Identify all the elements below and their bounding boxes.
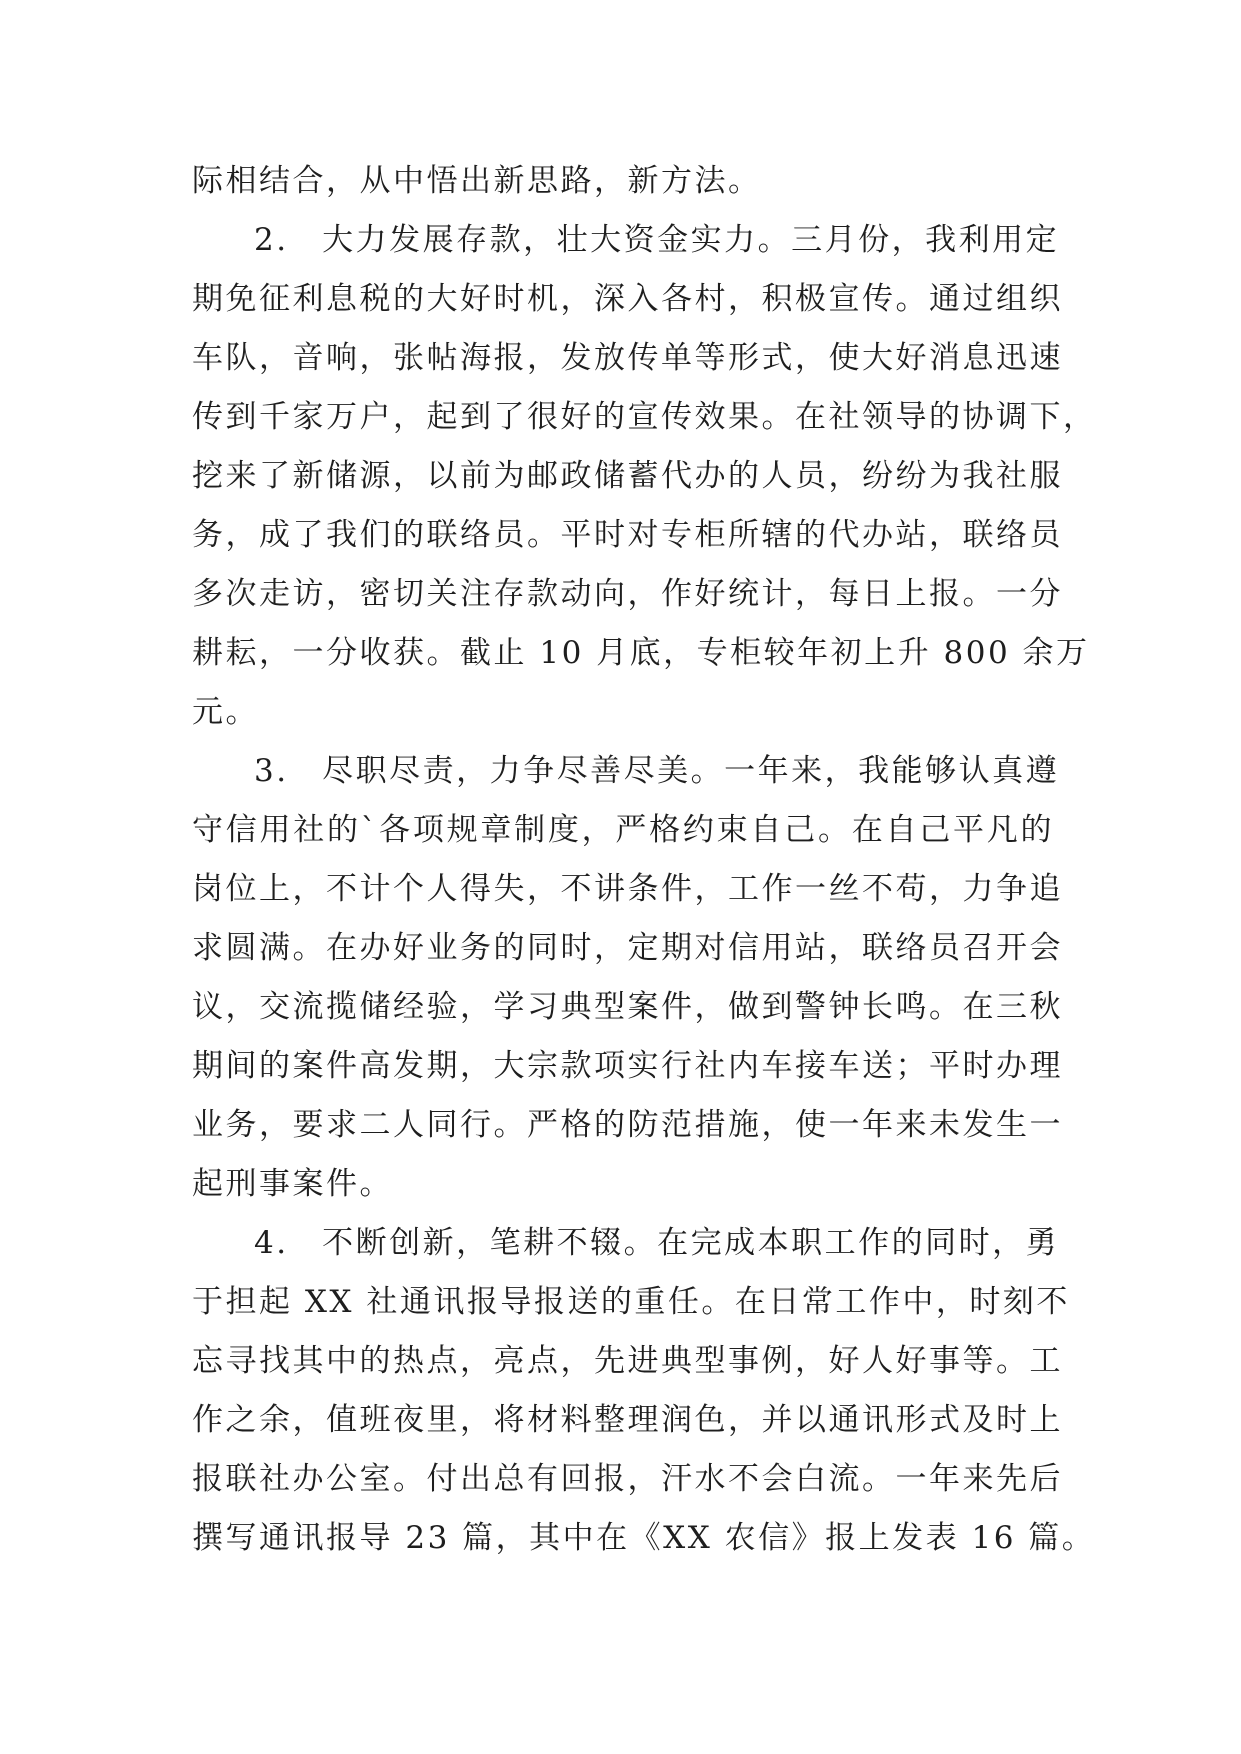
text-line: 作之余，值班夜里，将材料整理润色，并以通讯形式及时上	[192, 1402, 1063, 1438]
text-line: 求圆满。在办好业务的同时，定期对信用站，联络员召开会	[192, 930, 1063, 966]
paragraph-4	[192, 1214, 1096, 1568]
text-line: 传到千家万户，起到了很好的宣传效果。在社领导的协调下，	[192, 399, 1097, 435]
text-line: 务，成了我们的联络员。平时对专柜所辖的代办站，联络员	[192, 517, 1063, 553]
text-line: 期免征利息税的大好时机，深入各村，积极宣传。通过组织	[192, 281, 1063, 317]
text-line: 忘寻找其中的热点，亮点，先进典型事例，好人好事等。工	[192, 1343, 1063, 1379]
text-line: 守信用社的`各项规章制度，严格约束自己。在自己平凡的	[192, 812, 1054, 848]
text-line: 撰写通讯报导 23 篇，其中在《XX 农信》报上发表 16 篇。	[192, 1520, 1096, 1556]
paragraph-3	[192, 742, 1063, 1214]
text-line: 期间的案件高发期，大宗款项实行社内车接车送；平时办理	[192, 1048, 1063, 1084]
text-line: 挖来了新储源，以前为邮政储蓄代办的人员，纷纷为我社服	[192, 458, 1063, 494]
text-line: 际相结合，从中悟出新思路，新方法。	[192, 163, 762, 199]
paragraph-2	[192, 211, 1097, 742]
text-line: 多次走访，密切关注存款动向，作好统计，每日上报。一分	[192, 576, 1063, 612]
paragraph-1	[192, 152, 1054, 211]
text-line: 于担起 XX 社通讯报导报送的重任。在日常工作中，时刻不	[192, 1284, 1070, 1320]
text-line: 元。	[192, 694, 259, 730]
text-line: 耕耘，一分收获。截止 10 月底，专柜较年初上升 800 余万	[192, 635, 1090, 671]
text-line: 起刑事案件。	[192, 1166, 393, 1202]
text-line: 报联社办公室。付出总有回报，汗水不会白流。一年来先后	[192, 1461, 1063, 1497]
text-line: 2. 大力发展存款，壮大资金实力。三月份，我利用定	[254, 222, 1060, 258]
text-line: 业务，要求二人同行。严格的防范措施，使一年来未发生一	[192, 1107, 1063, 1143]
text-line: 车队，音响，张帖海报，发放传单等形式，使大好消息迅速	[192, 340, 1063, 376]
text-line: 岗位上，不计个人得失，不讲条件，工作一丝不苟，力争追	[192, 871, 1063, 907]
document-body	[192, 152, 1097, 1568]
text-line: 3. 尽职尽责，力争尽善尽美。一年来，我能够认真遵	[254, 753, 1060, 789]
text-line: 议，交流揽储经验，学习典型案件，做到警钟长鸣。在三秋	[192, 989, 1063, 1025]
text-line: 4. 不断创新，笔耕不辍。在完成本职工作的同时，勇	[254, 1225, 1060, 1261]
